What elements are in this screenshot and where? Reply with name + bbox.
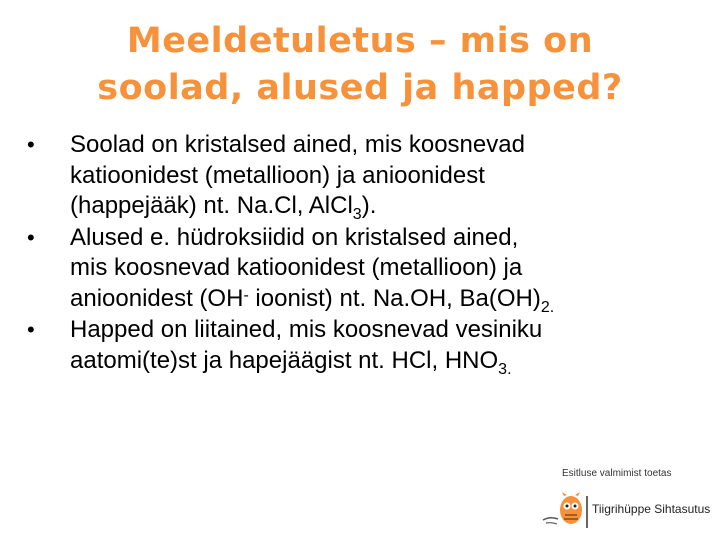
sponsor-block <box>540 468 715 530</box>
bullet-line <box>70 284 700 315</box>
sponsor-logo <box>540 482 715 530</box>
line-text: (happejääk) nt. Na.Cl, AlCl <box>70 192 353 219</box>
bullet-item-bases <box>0 223 720 315</box>
bullet-marker: • <box>27 132 35 157</box>
tiger-icon <box>540 482 590 530</box>
bullet-line <box>70 191 700 222</box>
sponsor-caption: Esitluse valmimist toetas <box>562 468 672 479</box>
line-text: ioonist) nt. Na.OH, Ba(OH) <box>248 284 541 312</box>
bullet-marker: • <box>27 317 35 342</box>
sponsor-name: Tiigrihüppe Sihtasutus <box>592 502 711 516</box>
bullet-line: Alused e. hüdroksiidid on kristalsed ained, <box>70 223 519 251</box>
line-text: aatomi(te)st ja hapejäägist nt. HCl, HNO <box>70 346 499 374</box>
line-text: anioonidest (OH <box>70 284 244 312</box>
bullet-line: Soolad on kristalsed ained, mis koosnevad <box>70 131 525 158</box>
bullet-list <box>0 130 720 377</box>
slide-title <box>0 18 720 112</box>
superscript: - <box>243 286 249 304</box>
bullet-line: mis koosnevad katioonidest (metallioon) ja <box>70 254 523 281</box>
title-line-2: soolad, alused ja happed? <box>97 68 623 108</box>
bullet-line: Happed on liitained, mis koosnevad vesiniku <box>70 316 543 343</box>
title-line-1: Meeldetuletus – mis on <box>126 21 594 61</box>
subscript: 2. <box>540 298 555 316</box>
subscript: 3. <box>498 360 512 378</box>
bullet-line: katioonidest (metallioon) ja anioonidest <box>70 161 485 189</box>
bullet-marker: • <box>27 224 35 250</box>
bullet-line <box>70 346 700 377</box>
line-text: ). <box>361 192 377 219</box>
subscript: 3 <box>352 206 362 223</box>
bullet-item-acids <box>0 315 720 376</box>
bullet-item-salts <box>0 130 720 222</box>
